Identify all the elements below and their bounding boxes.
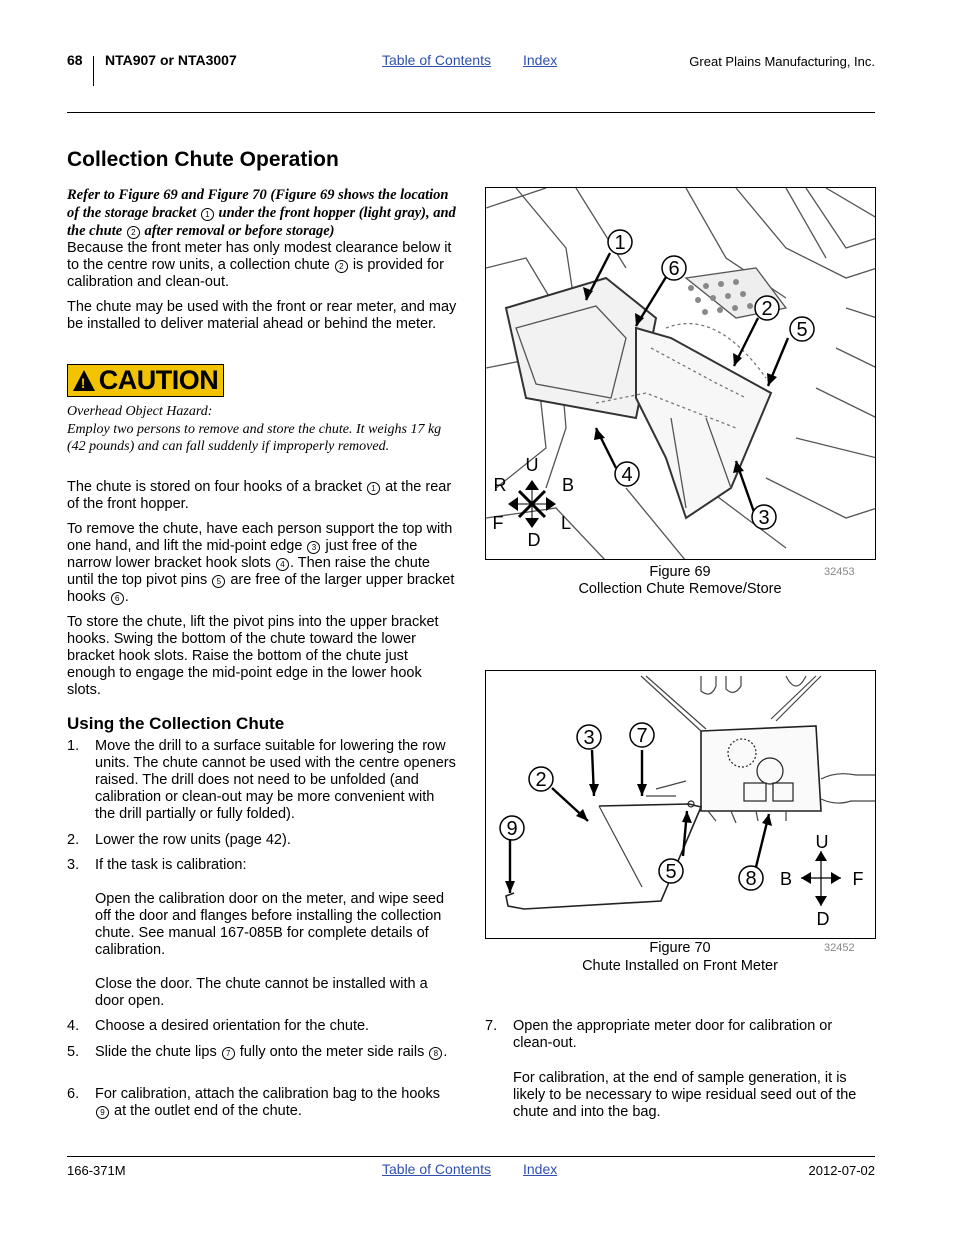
subsection-title: Using the Collection Chute [67, 714, 285, 733]
footer-rule [67, 1156, 875, 1157]
svg-text:3: 3 [758, 507, 770, 529]
compass-icon [493, 455, 575, 550]
figure-69-id: 32453 [824, 566, 855, 578]
svg-text:U: U [525, 455, 539, 475]
figure-69-label: Figure 69 [649, 564, 711, 580]
svg-text:1: 1 [614, 232, 626, 254]
figure-70-image [485, 670, 876, 939]
svg-text:F: F [852, 869, 864, 889]
footer-index-link[interactable]: Index [523, 1161, 558, 1177]
svg-text:U: U [815, 832, 829, 852]
svg-text:4: 4 [621, 464, 633, 486]
body-para-5: To store the chute, lift the pivot pins into the upper bracket hooks. Swing the bottom of the chute toward the lower bracket hook slots. Raise the bottom of the chute just enough to engage the mid-point edge in the lower hook slots. [67, 614, 439, 698]
steps-list-continued: 7. Open the appropriate meter door for calibration or clean-out. For calibration, at the end of sample generation, it is likely to be necessary to wipe residual seed out of the chute and into the bag. [485, 1018, 857, 1120]
body-block [67, 479, 459, 699]
svg-text:B: B [561, 475, 575, 495]
hazard-title: Overhead Object Hazard: [67, 404, 213, 419]
svg-text:L: L [560, 513, 572, 533]
steps-list: 1. Move the drill to a surface suitable for lowering the row units. The chute cannot be used with the centre openers raised. The drill does not need to be unfolded (and calibration or clean-out may be more convenient with the drill partially or fully folded). 2. Lower the row units (page 42). 3. If the task is calibration: Open the calibration door on the meter, and wipe seed off the door and flanges before installing the collection chute. See manual 167-085B for complete details of calibration. Close the door. The chute cannot be installed with a door open. 4. Choose a desired orientation for the chute. 5. Slide the chute lips 7 fully onto the meter side rails 8 . 6. For calibration, attach the calibration bag to the hooks 9 at the outlet end of the chute. [67, 738, 456, 1119]
svg-text:D: D [527, 530, 541, 550]
hazard-block [67, 403, 459, 456]
header-toc-link[interactable]: Table of Contents [382, 52, 491, 68]
figure-69-image [485, 187, 876, 560]
svg-text:5: 5 [796, 319, 808, 341]
doc-title: NTA907 or NTA3007 [105, 52, 237, 68]
header-rule [67, 112, 875, 113]
figure-70-label: Figure 70 [649, 940, 711, 956]
header-index-link[interactable]: Index [523, 52, 558, 68]
section-title: Collection Chute Operation [67, 148, 339, 171]
caution-label: ! CAUTION [67, 364, 224, 397]
figure-70-id: 32452 [824, 942, 855, 954]
chute-installed-drawing [486, 671, 876, 939]
hazard-text: Employ two persons to remove and store the chute. It weighs 17 kg (42 pounds) and can fall suddenly if improperly removed. [67, 421, 442, 454]
svg-text:7: 7 [636, 725, 648, 747]
svg-text:3: 3 [583, 727, 595, 749]
intro-block [67, 186, 459, 333]
footer-date: 2012-07-02 [808, 1163, 875, 1178]
svg-text:8: 8 [745, 868, 757, 890]
page-number: 68 [67, 52, 83, 68]
svg-text:F: F [492, 513, 504, 533]
chute-remove-store-drawing [486, 188, 876, 560]
header-divider [93, 56, 94, 86]
figure-70-caption: Chute Installed on Front Meter [582, 958, 778, 974]
figure-69-caption: Collection Chute Remove/Store [578, 581, 782, 597]
callout-2-inline: 2 [127, 226, 140, 239]
intro-para-2: The chute may be used with the front or rear meter, and may be installed to deliver material ahead or behind the meter. [67, 299, 457, 332]
svg-text:9: 9 [506, 818, 518, 840]
footer-doc-number: 166-371M [67, 1163, 126, 1178]
intro-para-1: Because the front meter has only modest clearance below it to the centre row units, a collection chute 2 is provided for calibration and clean-out. [67, 240, 452, 290]
svg-text:D: D [816, 909, 830, 929]
compass-icon [780, 832, 864, 929]
svg-text:B: B [779, 869, 793, 889]
svg-text:5: 5 [665, 861, 677, 883]
callout-1-inline: 1 [201, 208, 214, 221]
body-para-4: To remove the chute, have each person support the top with one hand, and lift the mid-point edge 3 just free of the narrow lower bracket hook slots 4 . Then raise the chute until the top pivot pins 5 are free of the larger upper bracket hooks 6 . [67, 521, 455, 605]
warning-icon: ! [73, 370, 95, 391]
footer-toc-link[interactable]: Table of Contents [382, 1161, 491, 1177]
company-name: Great Plains Manufacturing, Inc. [689, 54, 875, 69]
body-para-3: The chute is stored on four hooks of a bracket 1 at the rear of the front hopper. [67, 479, 452, 512]
svg-text:6: 6 [668, 258, 680, 280]
svg-text:2: 2 [761, 298, 773, 320]
svg-text:2: 2 [535, 769, 547, 791]
intro-reference: Refer to Figure 69 and Figure 70 (Figure 69 shows the location of the storage bracket 1 under the front hopper (light gray), and the chute 2 after removal or before storage) [67, 187, 456, 239]
svg-text:R: R [493, 475, 507, 495]
